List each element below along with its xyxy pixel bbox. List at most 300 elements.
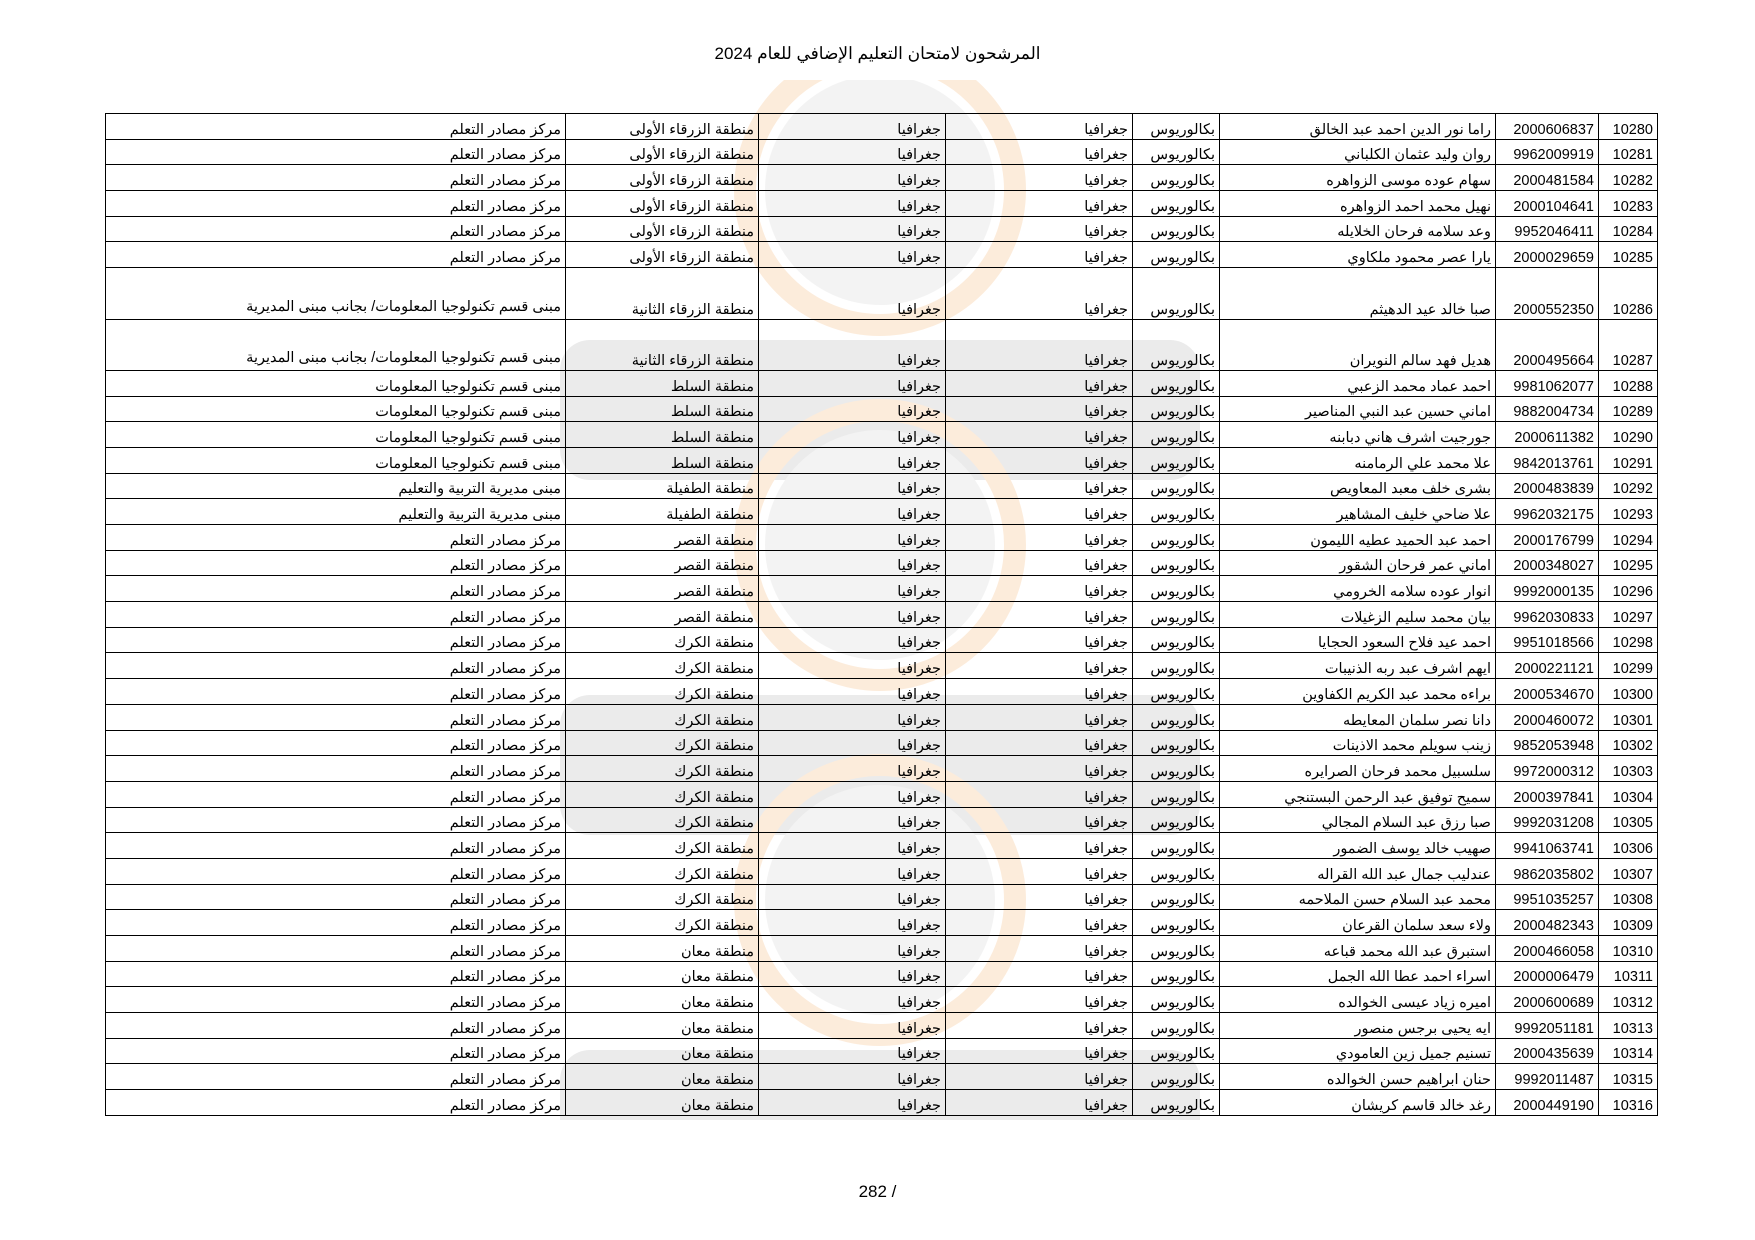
name-cell: ايه يحيى برجس منصور: [1220, 1013, 1496, 1039]
subject-cell: جغرافيا: [759, 242, 946, 268]
specialty-cell: جغرافيا: [946, 987, 1133, 1013]
seq-cell: 10294: [1599, 525, 1658, 551]
table-row: [106, 1038, 1658, 1064]
nid-cell: 2000029659: [1496, 242, 1599, 268]
location-cell: مبنى مديرية التربية والتعليم: [106, 473, 566, 499]
region-cell: منطقة الزرقاء الأولى: [566, 216, 759, 242]
region-cell: منطقة معان: [566, 987, 759, 1013]
degree-cell: بكالوريوس: [1133, 191, 1220, 217]
degree-cell: بكالوريوس: [1133, 370, 1220, 396]
degree-cell: بكالوريوس: [1133, 858, 1220, 884]
location-cell: مركز مصادر التعلم: [106, 114, 566, 140]
specialty-cell: جغرافيا: [946, 319, 1133, 370]
region-cell: منطقة السلط: [566, 370, 759, 396]
subject-cell: جغرافيا: [759, 730, 946, 756]
specialty-cell: جغرافيا: [946, 191, 1133, 217]
location-cell: مركز مصادر التعلم: [106, 910, 566, 936]
subject-cell: جغرافيا: [759, 370, 946, 396]
region-cell: منطقة الكرك: [566, 807, 759, 833]
degree-cell: بكالوريوس: [1133, 268, 1220, 319]
seq-cell: 10281: [1599, 139, 1658, 165]
nid-cell: 2000552350: [1496, 268, 1599, 319]
subject-cell: جغرافيا: [759, 807, 946, 833]
seq-cell: 10315: [1599, 1064, 1658, 1090]
nid-cell: 9951018566: [1496, 627, 1599, 653]
seq-cell: 10295: [1599, 550, 1658, 576]
subject-cell: جغرافيا: [759, 627, 946, 653]
nid-cell: 2000606837: [1496, 114, 1599, 140]
table-row: [106, 627, 1658, 653]
table-row: [106, 139, 1658, 165]
degree-cell: بكالوريوس: [1133, 422, 1220, 448]
location-cell: مركز مصادر التعلم: [106, 936, 566, 962]
degree-cell: بكالوريوس: [1133, 242, 1220, 268]
location-cell: مركز مصادر التعلم: [106, 1064, 566, 1090]
nid-cell: 2000611382: [1496, 422, 1599, 448]
degree-cell: بكالوريوس: [1133, 576, 1220, 602]
name-cell: انوار عوده سلامه الخرومي: [1220, 576, 1496, 602]
table-row: [106, 936, 1658, 962]
table-row: [106, 602, 1658, 628]
nid-cell: 9941063741: [1496, 833, 1599, 859]
degree-cell: بكالوريوس: [1133, 781, 1220, 807]
name-cell: استبرق عبد الله محمد قباعه: [1220, 936, 1496, 962]
region-cell: منطقة الكرك: [566, 781, 759, 807]
specialty-cell: جغرافيا: [946, 704, 1133, 730]
table-row: [106, 525, 1658, 551]
degree-cell: بكالوريوس: [1133, 987, 1220, 1013]
seq-cell: 10297: [1599, 602, 1658, 628]
table-row: [106, 704, 1658, 730]
region-cell: منطقة الكرك: [566, 910, 759, 936]
location-cell: مركز مصادر التعلم: [106, 627, 566, 653]
subject-cell: جغرافيا: [759, 525, 946, 551]
degree-cell: بكالوريوس: [1133, 653, 1220, 679]
table-row: [106, 216, 1658, 242]
name-cell: صبا خالد عيد الدهيثم: [1220, 268, 1496, 319]
page-number: 282 /: [858, 1182, 897, 1201]
location-cell: مركز مصادر التعلم: [106, 191, 566, 217]
name-cell: دانا نصر سلمان المعايطه: [1220, 704, 1496, 730]
subject-cell: جغرافيا: [759, 910, 946, 936]
nid-cell: 2000449190: [1496, 1090, 1599, 1116]
nid-cell: 2000397841: [1496, 781, 1599, 807]
location-cell: مركز مصادر التعلم: [106, 833, 566, 859]
subject-cell: جغرافيا: [759, 602, 946, 628]
subject-cell: جغرافيا: [759, 499, 946, 525]
table-row: [106, 1090, 1658, 1116]
nid-cell: 9852053948: [1496, 730, 1599, 756]
region-cell: منطقة الكرك: [566, 756, 759, 782]
table-row: [106, 550, 1658, 576]
location-cell: مركز مصادر التعلم: [106, 139, 566, 165]
seq-cell: 10292: [1599, 473, 1658, 499]
subject-cell: جغرافيا: [759, 165, 946, 191]
seq-cell: 10280: [1599, 114, 1658, 140]
region-cell: منطقة معان: [566, 1064, 759, 1090]
page-title: المرشحون لامتحان التعليم الإضافي للعام 2024: [714, 44, 1041, 63]
seq-cell: 10286: [1599, 268, 1658, 319]
degree-cell: بكالوريوس: [1133, 550, 1220, 576]
subject-cell: جغرافيا: [759, 114, 946, 140]
location-cell: مبنى قسم تكنولوجيا المعلومات: [106, 422, 566, 448]
region-cell: منطقة الكرك: [566, 858, 759, 884]
seq-cell: 10311: [1599, 961, 1658, 987]
degree-cell: بكالوريوس: [1133, 216, 1220, 242]
nid-cell: 9992011487: [1496, 1064, 1599, 1090]
name-cell: جورجيت اشرف هاني دبابنه: [1220, 422, 1496, 448]
nid-cell: 9972000312: [1496, 756, 1599, 782]
specialty-cell: جغرافيا: [946, 216, 1133, 242]
table-row: [106, 473, 1658, 499]
specialty-cell: جغرافيا: [946, 627, 1133, 653]
seq-cell: 10289: [1599, 396, 1658, 422]
name-cell: عندليب جمال عبد الله القراله: [1220, 858, 1496, 884]
table-row: [106, 422, 1658, 448]
degree-cell: بكالوريوس: [1133, 602, 1220, 628]
region-cell: منطقة الطفيلة: [566, 499, 759, 525]
name-cell: تسنيم جميل زين العامودي: [1220, 1038, 1496, 1064]
name-cell: محمد عبد السلام حسن الملاحمه: [1220, 884, 1496, 910]
specialty-cell: جغرافيا: [946, 858, 1133, 884]
name-cell: سميح توفيق عبد الرحمن البستنجي: [1220, 781, 1496, 807]
location-cell: مركز مصادر التعلم: [106, 550, 566, 576]
specialty-cell: جغرافيا: [946, 730, 1133, 756]
specialty-cell: جغرافيا: [946, 447, 1133, 473]
degree-cell: بكالوريوس: [1133, 499, 1220, 525]
degree-cell: بكالوريوس: [1133, 396, 1220, 422]
region-cell: منطقة السلط: [566, 422, 759, 448]
seq-cell: 10316: [1599, 1090, 1658, 1116]
location-cell: مبنى قسم تكنولوجيا المعلومات: [106, 396, 566, 422]
nid-cell: 9992000135: [1496, 576, 1599, 602]
location-cell: مبنى قسم تكنولوجيا المعلومات: [106, 370, 566, 396]
table-row: [106, 653, 1658, 679]
region-cell: منطقة القصر: [566, 525, 759, 551]
name-cell: سلسبيل محمد فرحان الصرايره: [1220, 756, 1496, 782]
location-cell: مبنى مديرية التربية والتعليم: [106, 499, 566, 525]
seq-cell: 10304: [1599, 781, 1658, 807]
table-row: [106, 781, 1658, 807]
nid-cell: 2000006479: [1496, 961, 1599, 987]
specialty-cell: جغرافيا: [946, 679, 1133, 705]
degree-cell: بكالوريوس: [1133, 447, 1220, 473]
specialty-cell: جغرافيا: [946, 550, 1133, 576]
location-cell: مركز مصادر التعلم: [106, 576, 566, 602]
specialty-cell: جغرافيا: [946, 833, 1133, 859]
location-cell: مركز مصادر التعلم: [106, 1038, 566, 1064]
name-cell: رغد خالد قاسم كريشان: [1220, 1090, 1496, 1116]
name-cell: براءه محمد عبد الكريم الكفاوين: [1220, 679, 1496, 705]
table-row: [106, 807, 1658, 833]
subject-cell: جغرافيا: [759, 679, 946, 705]
location-cell: مركز مصادر التعلم: [106, 1090, 566, 1116]
degree-cell: بكالوريوس: [1133, 730, 1220, 756]
subject-cell: جغرافيا: [759, 550, 946, 576]
name-cell: اماني حسين عبد النبي المناصير: [1220, 396, 1496, 422]
name-cell: روان وليد عثمان الكلباني: [1220, 139, 1496, 165]
location-cell: مبنى قسم تكنولوجيا المعلومات/ بجانب مبنى المديرية: [106, 319, 566, 370]
specialty-cell: جغرافيا: [946, 422, 1133, 448]
seq-cell: 10308: [1599, 884, 1658, 910]
name-cell: بشرى خلف معبد المعاويص: [1220, 473, 1496, 499]
nid-cell: 2000466058: [1496, 936, 1599, 962]
region-cell: منطقة معان: [566, 1090, 759, 1116]
location-cell: مركز مصادر التعلم: [106, 756, 566, 782]
degree-cell: بكالوريوس: [1133, 627, 1220, 653]
region-cell: منطقة الزرقاء الأولى: [566, 139, 759, 165]
nid-cell: 9952046411: [1496, 216, 1599, 242]
specialty-cell: جغرافيا: [946, 1064, 1133, 1090]
degree-cell: بكالوريوس: [1133, 1064, 1220, 1090]
location-cell: مركز مصادر التعلم: [106, 884, 566, 910]
region-cell: منطقة الكرك: [566, 679, 759, 705]
seq-cell: 10283: [1599, 191, 1658, 217]
table-row: [106, 910, 1658, 936]
seq-cell: 10312: [1599, 987, 1658, 1013]
table-row: [106, 114, 1658, 140]
nid-cell: 2000483839: [1496, 473, 1599, 499]
name-cell: ايهم اشرف عبد ربه الذنيبات: [1220, 653, 1496, 679]
specialty-cell: جغرافيا: [946, 576, 1133, 602]
nid-cell: 9882004734: [1496, 396, 1599, 422]
location-cell: مركز مصادر التعلم: [106, 730, 566, 756]
specialty-cell: جغرافيا: [946, 525, 1133, 551]
candidates-table: [105, 113, 1658, 1116]
name-cell: حنان ابراهيم حسن الخوالده: [1220, 1064, 1496, 1090]
subject-cell: جغرافيا: [759, 858, 946, 884]
region-cell: منطقة السلط: [566, 447, 759, 473]
specialty-cell: جغرافيا: [946, 1090, 1133, 1116]
specialty-cell: جغرافيا: [946, 653, 1133, 679]
subject-cell: جغرافيا: [759, 139, 946, 165]
seq-cell: 10296: [1599, 576, 1658, 602]
seq-cell: 10301: [1599, 704, 1658, 730]
region-cell: منطقة معان: [566, 961, 759, 987]
seq-cell: 10291: [1599, 447, 1658, 473]
region-cell: منطقة السلط: [566, 396, 759, 422]
table-row: [106, 1064, 1658, 1090]
region-cell: منطقة الكرك: [566, 730, 759, 756]
name-cell: صهيب خالد يوسف الضمور: [1220, 833, 1496, 859]
specialty-cell: جغرافيا: [946, 473, 1133, 499]
seq-cell: 10309: [1599, 910, 1658, 936]
specialty-cell: جغرافيا: [946, 961, 1133, 987]
name-cell: بيان محمد سليم الزغيلات: [1220, 602, 1496, 628]
degree-cell: بكالوريوس: [1133, 139, 1220, 165]
subject-cell: جغرافيا: [759, 1013, 946, 1039]
subject-cell: جغرافيا: [759, 756, 946, 782]
subject-cell: جغرافيا: [759, 704, 946, 730]
subject-cell: جغرافيا: [759, 191, 946, 217]
degree-cell: بكالوريوس: [1133, 679, 1220, 705]
name-cell: هديل فهد سالم النويران: [1220, 319, 1496, 370]
region-cell: منطقة القصر: [566, 602, 759, 628]
nid-cell: 9992051181: [1496, 1013, 1599, 1039]
table-row: [106, 987, 1658, 1013]
specialty-cell: جغرافيا: [946, 807, 1133, 833]
region-cell: منطقة الزرقاء الأولى: [566, 114, 759, 140]
seq-cell: 10306: [1599, 833, 1658, 859]
region-cell: منطقة الزرقاء الأولى: [566, 242, 759, 268]
seq-cell: 10284: [1599, 216, 1658, 242]
degree-cell: بكالوريوس: [1133, 833, 1220, 859]
table-row: [106, 730, 1658, 756]
name-cell: اماني عمر فرحان الشقور: [1220, 550, 1496, 576]
seq-cell: 10314: [1599, 1038, 1658, 1064]
name-cell: علا ضاحي خليف المشاهير: [1220, 499, 1496, 525]
nid-cell: 9981062077: [1496, 370, 1599, 396]
region-cell: منطقة معان: [566, 936, 759, 962]
seq-cell: 10300: [1599, 679, 1658, 705]
name-cell: نهيل محمد احمد الزواهره: [1220, 191, 1496, 217]
table-row: [106, 165, 1658, 191]
name-cell: اميره زياد عيسى الخوالده: [1220, 987, 1496, 1013]
location-cell: مبنى قسم تكنولوجيا المعلومات/ بجانب مبنى المديرية: [106, 268, 566, 319]
location-cell: مركز مصادر التعلم: [106, 961, 566, 987]
region-cell: منطقة الطفيلة: [566, 473, 759, 499]
subject-cell: جغرافيا: [759, 447, 946, 473]
degree-cell: بكالوريوس: [1133, 1090, 1220, 1116]
subject-cell: جغرافيا: [759, 216, 946, 242]
nid-cell: 9862035802: [1496, 858, 1599, 884]
region-cell: منطقة الكرك: [566, 627, 759, 653]
degree-cell: بكالوريوس: [1133, 473, 1220, 499]
nid-cell: 2000481584: [1496, 165, 1599, 191]
nid-cell: 2000460072: [1496, 704, 1599, 730]
seq-cell: 10293: [1599, 499, 1658, 525]
name-cell: راما نور الدين احمد عبد الخالق: [1220, 114, 1496, 140]
region-cell: منطقة القصر: [566, 550, 759, 576]
specialty-cell: جغرافيا: [946, 242, 1133, 268]
degree-cell: بكالوريوس: [1133, 807, 1220, 833]
table-row: [106, 191, 1658, 217]
table-row: [106, 499, 1658, 525]
name-cell: زينب سويلم محمد الاذينات: [1220, 730, 1496, 756]
table-row: [106, 961, 1658, 987]
location-cell: مركز مصادر التعلم: [106, 679, 566, 705]
subject-cell: جغرافيا: [759, 884, 946, 910]
specialty-cell: جغرافيا: [946, 1013, 1133, 1039]
nid-cell: 2000176799: [1496, 525, 1599, 551]
seq-cell: 10285: [1599, 242, 1658, 268]
region-cell: منطقة الكرك: [566, 653, 759, 679]
table-row: [106, 242, 1658, 268]
seq-cell: 10310: [1599, 936, 1658, 962]
degree-cell: بكالوريوس: [1133, 319, 1220, 370]
degree-cell: بكالوريوس: [1133, 961, 1220, 987]
subject-cell: جغرافيا: [759, 396, 946, 422]
seq-cell: 10303: [1599, 756, 1658, 782]
nid-cell: 9842013761: [1496, 447, 1599, 473]
table-row: [106, 268, 1658, 319]
degree-cell: بكالوريوس: [1133, 1038, 1220, 1064]
region-cell: منطقة الزرقاء الثانية: [566, 319, 759, 370]
region-cell: منطقة الزرقاء الأولى: [566, 165, 759, 191]
name-cell: احمد عيد فلاح السعود الحجايا: [1220, 627, 1496, 653]
nid-cell: 2000348027: [1496, 550, 1599, 576]
seq-cell: 10282: [1599, 165, 1658, 191]
name-cell: وعد سلامه فرحان الخلايله: [1220, 216, 1496, 242]
specialty-cell: جغرافيا: [946, 602, 1133, 628]
subject-cell: جغرافيا: [759, 1090, 946, 1116]
table-row: [106, 858, 1658, 884]
table-row: [106, 833, 1658, 859]
degree-cell: بكالوريوس: [1133, 704, 1220, 730]
degree-cell: بكالوريوس: [1133, 884, 1220, 910]
nid-cell: 9992031208: [1496, 807, 1599, 833]
seq-cell: 10290: [1599, 422, 1658, 448]
specialty-cell: جغرافيا: [946, 396, 1133, 422]
seq-cell: 10299: [1599, 653, 1658, 679]
table-row: [106, 447, 1658, 473]
location-cell: مركز مصادر التعلم: [106, 781, 566, 807]
nid-cell: 2000600689: [1496, 987, 1599, 1013]
region-cell: منطقة الكرك: [566, 704, 759, 730]
region-cell: منطقة الزرقاء الأولى: [566, 191, 759, 217]
location-cell: مركز مصادر التعلم: [106, 216, 566, 242]
nid-cell: 9962009919: [1496, 139, 1599, 165]
nid-cell: 2000482343: [1496, 910, 1599, 936]
name-cell: علا محمد علي الرمامنه: [1220, 447, 1496, 473]
subject-cell: جغرافيا: [759, 781, 946, 807]
subject-cell: جغرافيا: [759, 576, 946, 602]
name-cell: ولاء سعد سلمان القرعان: [1220, 910, 1496, 936]
seq-cell: 10302: [1599, 730, 1658, 756]
name-cell: احمد عماد محمد الزعبي: [1220, 370, 1496, 396]
seq-cell: 10313: [1599, 1013, 1658, 1039]
subject-cell: جغرافيا: [759, 1038, 946, 1064]
seq-cell: 10298: [1599, 627, 1658, 653]
table-row: [106, 884, 1658, 910]
seq-cell: 10307: [1599, 858, 1658, 884]
nid-cell: 2000221121: [1496, 653, 1599, 679]
nid-cell: 2000435639: [1496, 1038, 1599, 1064]
degree-cell: بكالوريوس: [1133, 165, 1220, 191]
location-cell: مركز مصادر التعلم: [106, 653, 566, 679]
name-cell: سهام عوده موسى الزواهره: [1220, 165, 1496, 191]
region-cell: منطقة الكرك: [566, 884, 759, 910]
subject-cell: جغرافيا: [759, 422, 946, 448]
seq-cell: 10287: [1599, 319, 1658, 370]
table-row: [106, 576, 1658, 602]
region-cell: منطقة الكرك: [566, 833, 759, 859]
degree-cell: بكالوريوس: [1133, 756, 1220, 782]
specialty-cell: جغرافيا: [946, 781, 1133, 807]
table-row: [106, 370, 1658, 396]
name-cell: احمد عبد الحميد عطيه الليمون: [1220, 525, 1496, 551]
location-cell: مبنى قسم تكنولوجيا المعلومات: [106, 447, 566, 473]
location-cell: مركز مصادر التعلم: [106, 165, 566, 191]
table-row: [106, 756, 1658, 782]
location-cell: مركز مصادر التعلم: [106, 525, 566, 551]
table-row: [106, 319, 1658, 370]
location-cell: مركز مصادر التعلم: [106, 242, 566, 268]
specialty-cell: جغرافيا: [946, 756, 1133, 782]
subject-cell: جغرافيا: [759, 653, 946, 679]
degree-cell: بكالوريوس: [1133, 936, 1220, 962]
location-cell: مركز مصادر التعلم: [106, 704, 566, 730]
location-cell: مركز مصادر التعلم: [106, 987, 566, 1013]
specialty-cell: جغرافيا: [946, 139, 1133, 165]
table-row: [106, 396, 1658, 422]
subject-cell: جغرافيا: [759, 319, 946, 370]
nid-cell: 9951035257: [1496, 884, 1599, 910]
location-cell: مركز مصادر التعلم: [106, 602, 566, 628]
table-row: [106, 679, 1658, 705]
specialty-cell: جغرافيا: [946, 165, 1133, 191]
nid-cell: 9962032175: [1496, 499, 1599, 525]
